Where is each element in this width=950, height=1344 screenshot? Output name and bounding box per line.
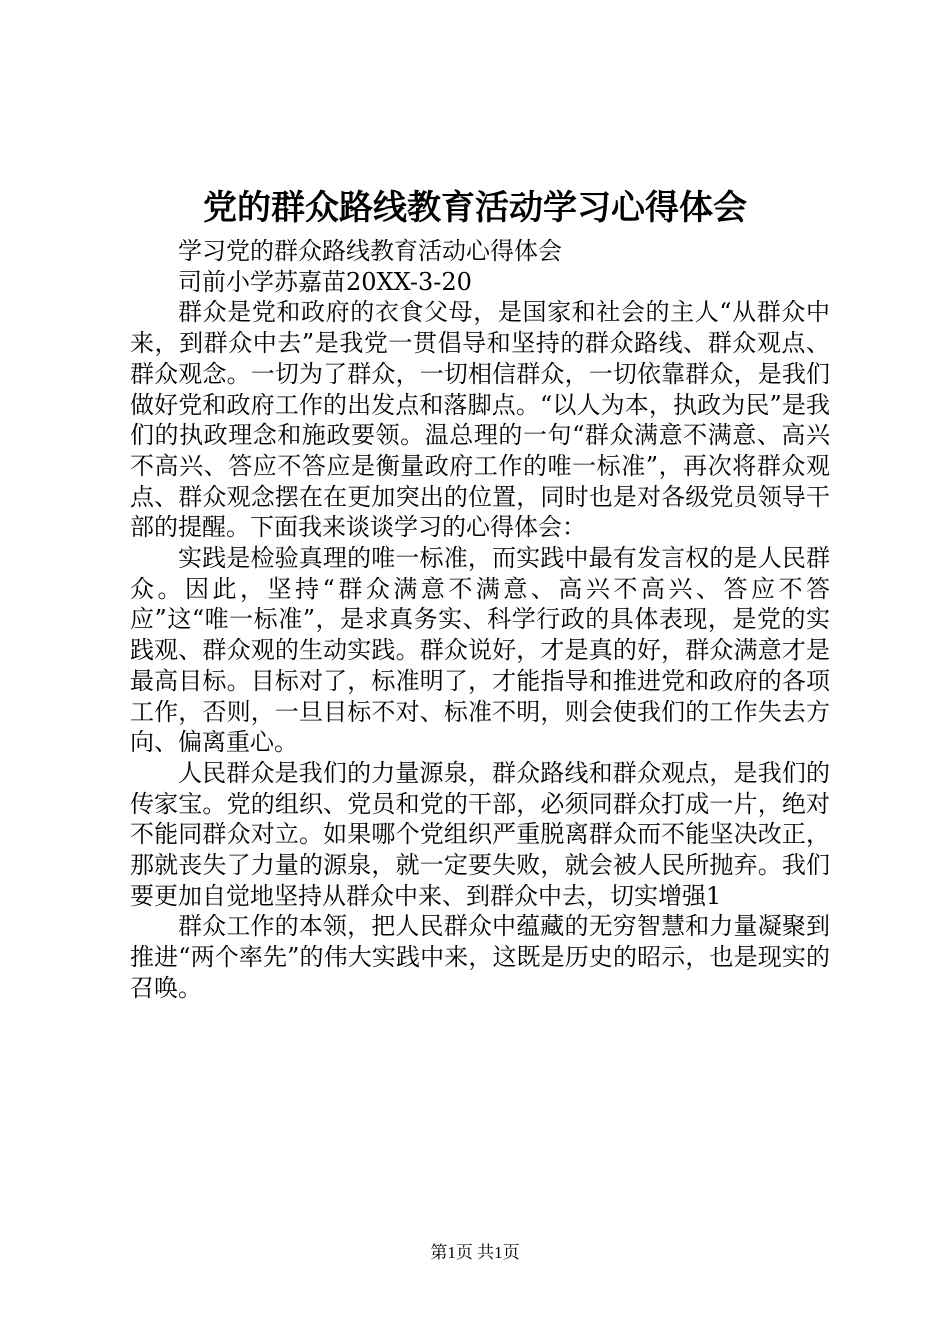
- page-footer: 第1页 共1页: [430, 1243, 520, 1262]
- paragraph-1: 群众是党和政府的衣食父母，是国家和社会的主人“从群众中来，到群众中去”是我党一贯倡导和坚持的群众路线、群众观点、群众观念。一切为了群众，一切相信群众，一切依靠群众，是我们做好党和政府工作的出发点和落脚点。“以人为本，执政为民”是我们的执政理念和施政要领。温总理的一句“群众满意不满意、高兴不高兴、答应不答应是衡量政府工作的唯一标准”，再次将群众观点、群众观念摆在在更加突出的位置，同时也是对各级党员领导干部的提醒。下面我来谈谈学习的心得体会：: [130, 298, 830, 542]
- paragraph-4: 群众工作的本领，把人民群众中蕴藏的无穷智慧和力量凝聚到推进“两个率先”的伟大实践中来，这既是历史的昭示，也是现实的召唤。: [130, 912, 830, 1002]
- paragraph-2: 实践是检验真理的唯一标准，而实践中最有发言权的是人民群众。因此，坚持“群众满意不满意、高兴不高兴、答应不答应”这“唯一标准”，是求真务实、科学行政的具体表现，是党的实践观、群众观的生动实践。群众说好，才是真的好，群众满意才是最高目标。目标对了，标准明了，才能指导和推进党和政府的各项工作，否则，一旦目标不对、标准不明，则会使我们的工作失去方向、偏离重心。: [130, 544, 830, 757]
- document-body: [130, 236, 830, 1004]
- author-line: 司前小学苏嘉苗20XX-3-20: [178, 267, 472, 296]
- document-title: 党的群众路线教育活动学习心得体会: [203, 188, 747, 228]
- paragraph-3: 人民群众是我们的力量源泉，群众路线和群众观点，是我们的传家宝。党的组织、党员和党的干部，必须同群众打成一片，绝对不能同群众对立。如果哪个党组织严重脱离群众而不能坚决改正，那就丧失了力量的源泉，就一定要失败，就会被人民所抛弃。我们要更加自觉地坚持从群众中来、到群众中去，切实增强1: [130, 758, 830, 910]
- document-subtitle: 学习党的群众路线教育活动心得体会: [178, 237, 562, 265]
